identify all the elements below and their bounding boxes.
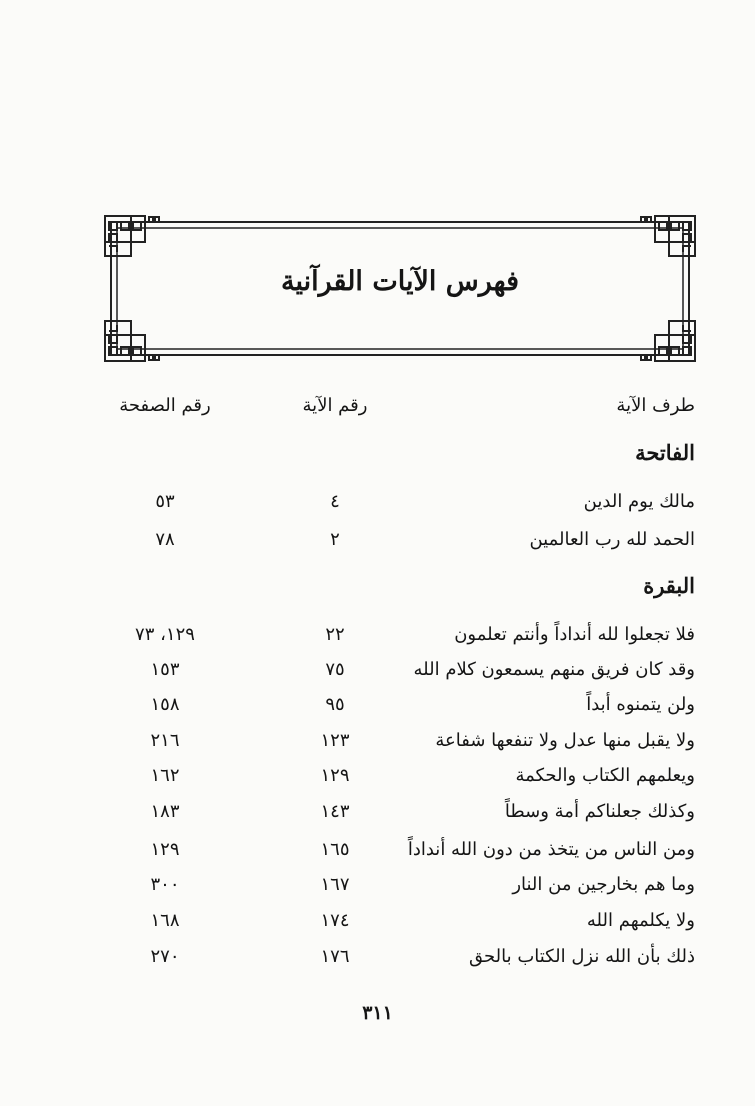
ayah-text: الحمد لله رب العالمين	[529, 529, 695, 550]
table-row	[0, 730, 755, 764]
table-row	[0, 839, 755, 873]
page-number: ١٢٩	[150, 839, 180, 860]
table-row	[0, 874, 755, 908]
ayah-number: ١٦٧	[320, 874, 350, 895]
ayah-number: ١٢٩	[320, 765, 350, 786]
ayah-text: فلا تجعلوا لله أنداداً وأنتم تعلمون	[454, 624, 695, 645]
table-row	[0, 659, 755, 693]
page-footer-number: ٣١١	[362, 1002, 393, 1024]
table-row	[0, 624, 755, 658]
table-row	[0, 946, 755, 980]
page-number: ١٢٩، ٧٣	[135, 624, 195, 645]
page-number: ٧٨	[155, 529, 175, 550]
ayah-text: مالك يوم الدين	[583, 491, 695, 512]
ayah-text: ومن الناس من يتخذ من دون الله أنداداً	[407, 839, 695, 860]
ayah-number: ٧٥	[325, 659, 345, 680]
ayah-text: ولا يكلمهم الله	[586, 910, 695, 931]
table-row	[0, 694, 755, 728]
page-number: ٢١٦	[150, 730, 180, 751]
ayah-text: وكذلك جعلناكم أمة وسطاً	[504, 801, 695, 822]
table-row	[0, 765, 755, 799]
title-frame	[103, 214, 697, 363]
page-number: ١٥٨	[150, 694, 180, 715]
header-number: رقم الآية	[302, 395, 368, 416]
table-row	[0, 910, 755, 944]
ayah-text: ولن يتمنوه أبداً	[586, 694, 695, 715]
ayah-number: ١٧٤	[320, 910, 350, 931]
ayah-text: ذلك بأن الله نزل الكتاب بالحق	[468, 946, 695, 967]
page-number: ٢٧٠	[150, 946, 180, 967]
ayah-text: ولا يقبل منها عدل ولا تنفعها شفاعة	[435, 730, 695, 751]
ayah-number: ١٢٣	[320, 730, 350, 751]
page-number: ١٦٢	[150, 765, 180, 786]
surah-name: البقرة	[643, 573, 695, 598]
page-number: ١٦٨	[150, 910, 180, 931]
surah-heading	[0, 440, 755, 474]
page-number: ١٥٣	[150, 659, 180, 680]
table-row	[0, 529, 755, 563]
table-header	[0, 395, 755, 429]
page-number: ٣٠٠	[150, 874, 180, 895]
surah-heading	[0, 573, 755, 607]
ayah-number: ١٧٦	[320, 946, 350, 967]
page-number: ١٨٣	[150, 801, 180, 822]
page-title: فهرس الآيات القرآنية	[281, 266, 519, 297]
ayah-number: ١٤٣	[320, 801, 350, 822]
surah-name: الفاتحة	[635, 440, 695, 465]
ayah-number: ٩٥	[325, 694, 345, 715]
header-page: رقم الصفحة	[119, 395, 211, 416]
ayah-number: ٢	[330, 529, 340, 550]
page-number: ٥٣	[155, 491, 175, 512]
ayah-text: وما هم بخارجين من النار	[512, 874, 695, 895]
ayah-text: وقد كان فريق منهم يسمعون كلام الله	[413, 659, 695, 680]
header-ayah: طرف الآية	[616, 395, 695, 416]
table-row	[0, 491, 755, 525]
ayah-number: ٤	[330, 491, 340, 512]
ayah-number: ١٦٥	[320, 839, 350, 860]
ayah-number: ٢٢	[325, 624, 345, 645]
table-row	[0, 801, 755, 835]
ayah-text: ويعلمهم الكتاب والحكمة	[515, 765, 695, 786]
